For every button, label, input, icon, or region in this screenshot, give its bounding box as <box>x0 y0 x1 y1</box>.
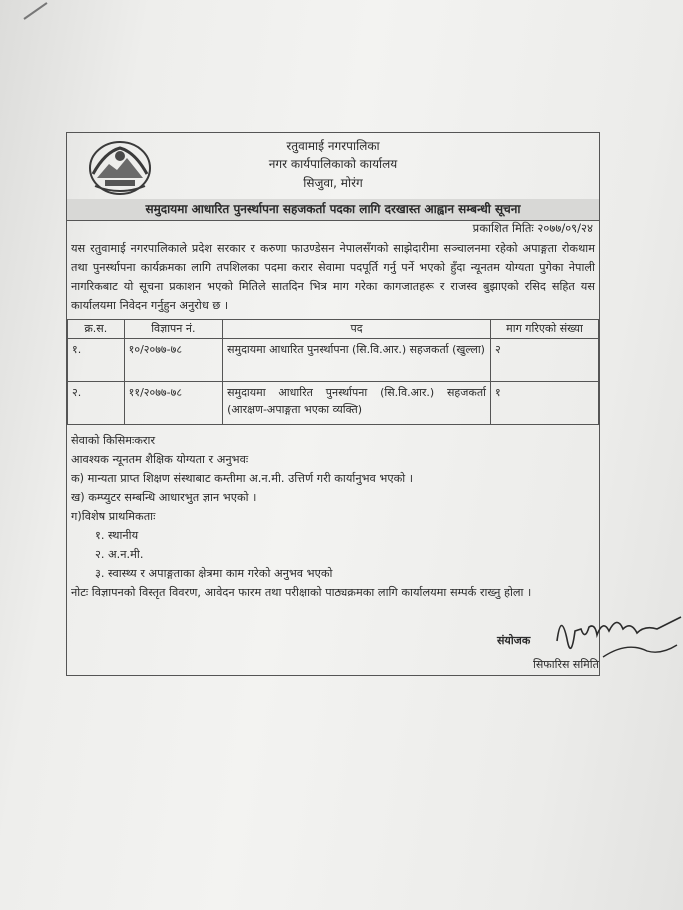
col-header-post: पद <box>223 320 491 339</box>
row-ad-no: १०/२०७७-७८ <box>124 339 222 382</box>
priority-item: ३. स्वास्थ्य र अपाङ्गताका क्षेत्रमा काम गरेको अनुभव भएको <box>95 567 333 580</box>
requirements-section <box>71 431 595 602</box>
coordinator-label: संयोजक <box>497 634 531 647</box>
col-header-count: माग गरिएको संख्या <box>491 320 599 339</box>
row-ad-no: ११/२०७७-७८ <box>124 382 222 425</box>
intro-paragraph: यस रतुवामाई नगरपालिकाले प्रदेश सरकार र करुणा फाउण्डेसन नेपालसँगको साझेदारीमा सञ्चालनमा रहेको अपाङ्गता रोकथाम तथा पुनर्स्थापना कार्यक्रमका लागि तपशिलका पदमा करार सेवामा पदपूर्ति गर्नु पर्ने भएको हुँदा न्यूनतम योग्यता पुगेका नेपाली नागरिकबाट यो सूचना प्रकाशन भएको मितिले सातदिन भित्र माग गरेका कागजातहरू र राजस्व बुझाएको रसिद सहित यस कार्यालयमा निवेदन गर्नुहुन अनुरोध छ । <box>71 242 595 312</box>
col-header-ad-no: विज्ञापन नं. <box>124 320 222 339</box>
row-post-text: समुदायमा आधारित पुनर्स्थापना (सि.वि.आर.) सहजकर्ता (खुल्ला) <box>227 343 485 356</box>
office-location: सिजुवा, मोरंग <box>303 176 363 190</box>
table-header-row <box>68 320 599 339</box>
qualification-c: ग)विशेष प्राथमिकताः <box>71 510 156 523</box>
row-sn: २. <box>68 382 125 425</box>
table-row <box>68 382 599 425</box>
table-row <box>68 339 599 382</box>
row-post-text: समुदायमा आधारित पुनर्स्थापना (सि.वि.आर.) सहजकर्ता (आरक्षण-अपाङ्गता भएका व्यक्ति) <box>227 386 486 416</box>
notice-box <box>66 132 600 676</box>
published-date: प्रकाशित मितिः २०७७/०९/२४ <box>472 221 593 235</box>
pen-mark <box>23 2 47 20</box>
notice-header <box>67 133 599 200</box>
qualification-b: ख) कम्प्युटर सम्बन्धि आधारभुत ज्ञान भएको । <box>71 491 257 504</box>
org-name: रतुवामाई नगरपालिका <box>286 139 380 153</box>
priority-item: १. स्थानीय <box>95 529 139 542</box>
qualification-a: क) मान्यता प्राप्त शिक्षण संस्थाबाट कम्तीमा अ.न.मी. उत्तिर्ण गरी कार्यानुभव भएको । <box>71 472 414 485</box>
recommendation-committee: सिफारिस समिति <box>533 658 599 671</box>
service-type: सेवाको किसिमःकरार <box>71 434 156 447</box>
row-post <box>223 382 491 425</box>
row-count: १ <box>491 382 599 425</box>
row-count: २ <box>491 339 599 382</box>
row-post <box>223 339 491 382</box>
notice-title: समुदायमा आधारित पुनर्स्थापना सहजकर्ता पदका लागि दरखास्त आह्वान सम्बन्धी सूचना <box>67 199 599 221</box>
col-header-sn: क्र.स. <box>68 320 125 339</box>
signature-icon <box>537 601 683 671</box>
posts-table <box>67 319 599 425</box>
row-sn: १. <box>68 339 125 382</box>
office-name: नगर कार्यपालिकाको कार्यालय <box>268 157 398 171</box>
qualification-heading: आवश्यक न्यूनतम शैक्षिक योग्यता र अनुभवः <box>71 453 249 466</box>
note-text: नोटः विज्ञापनको विस्तृत विवरण, आवेदन फारम तथा परीक्षाको पाठ्यक्रमका लागि कार्यालयमा सम्पर्क राख्नु होला । <box>71 586 532 599</box>
priority-item: २. अ.न.मी. <box>95 548 144 561</box>
